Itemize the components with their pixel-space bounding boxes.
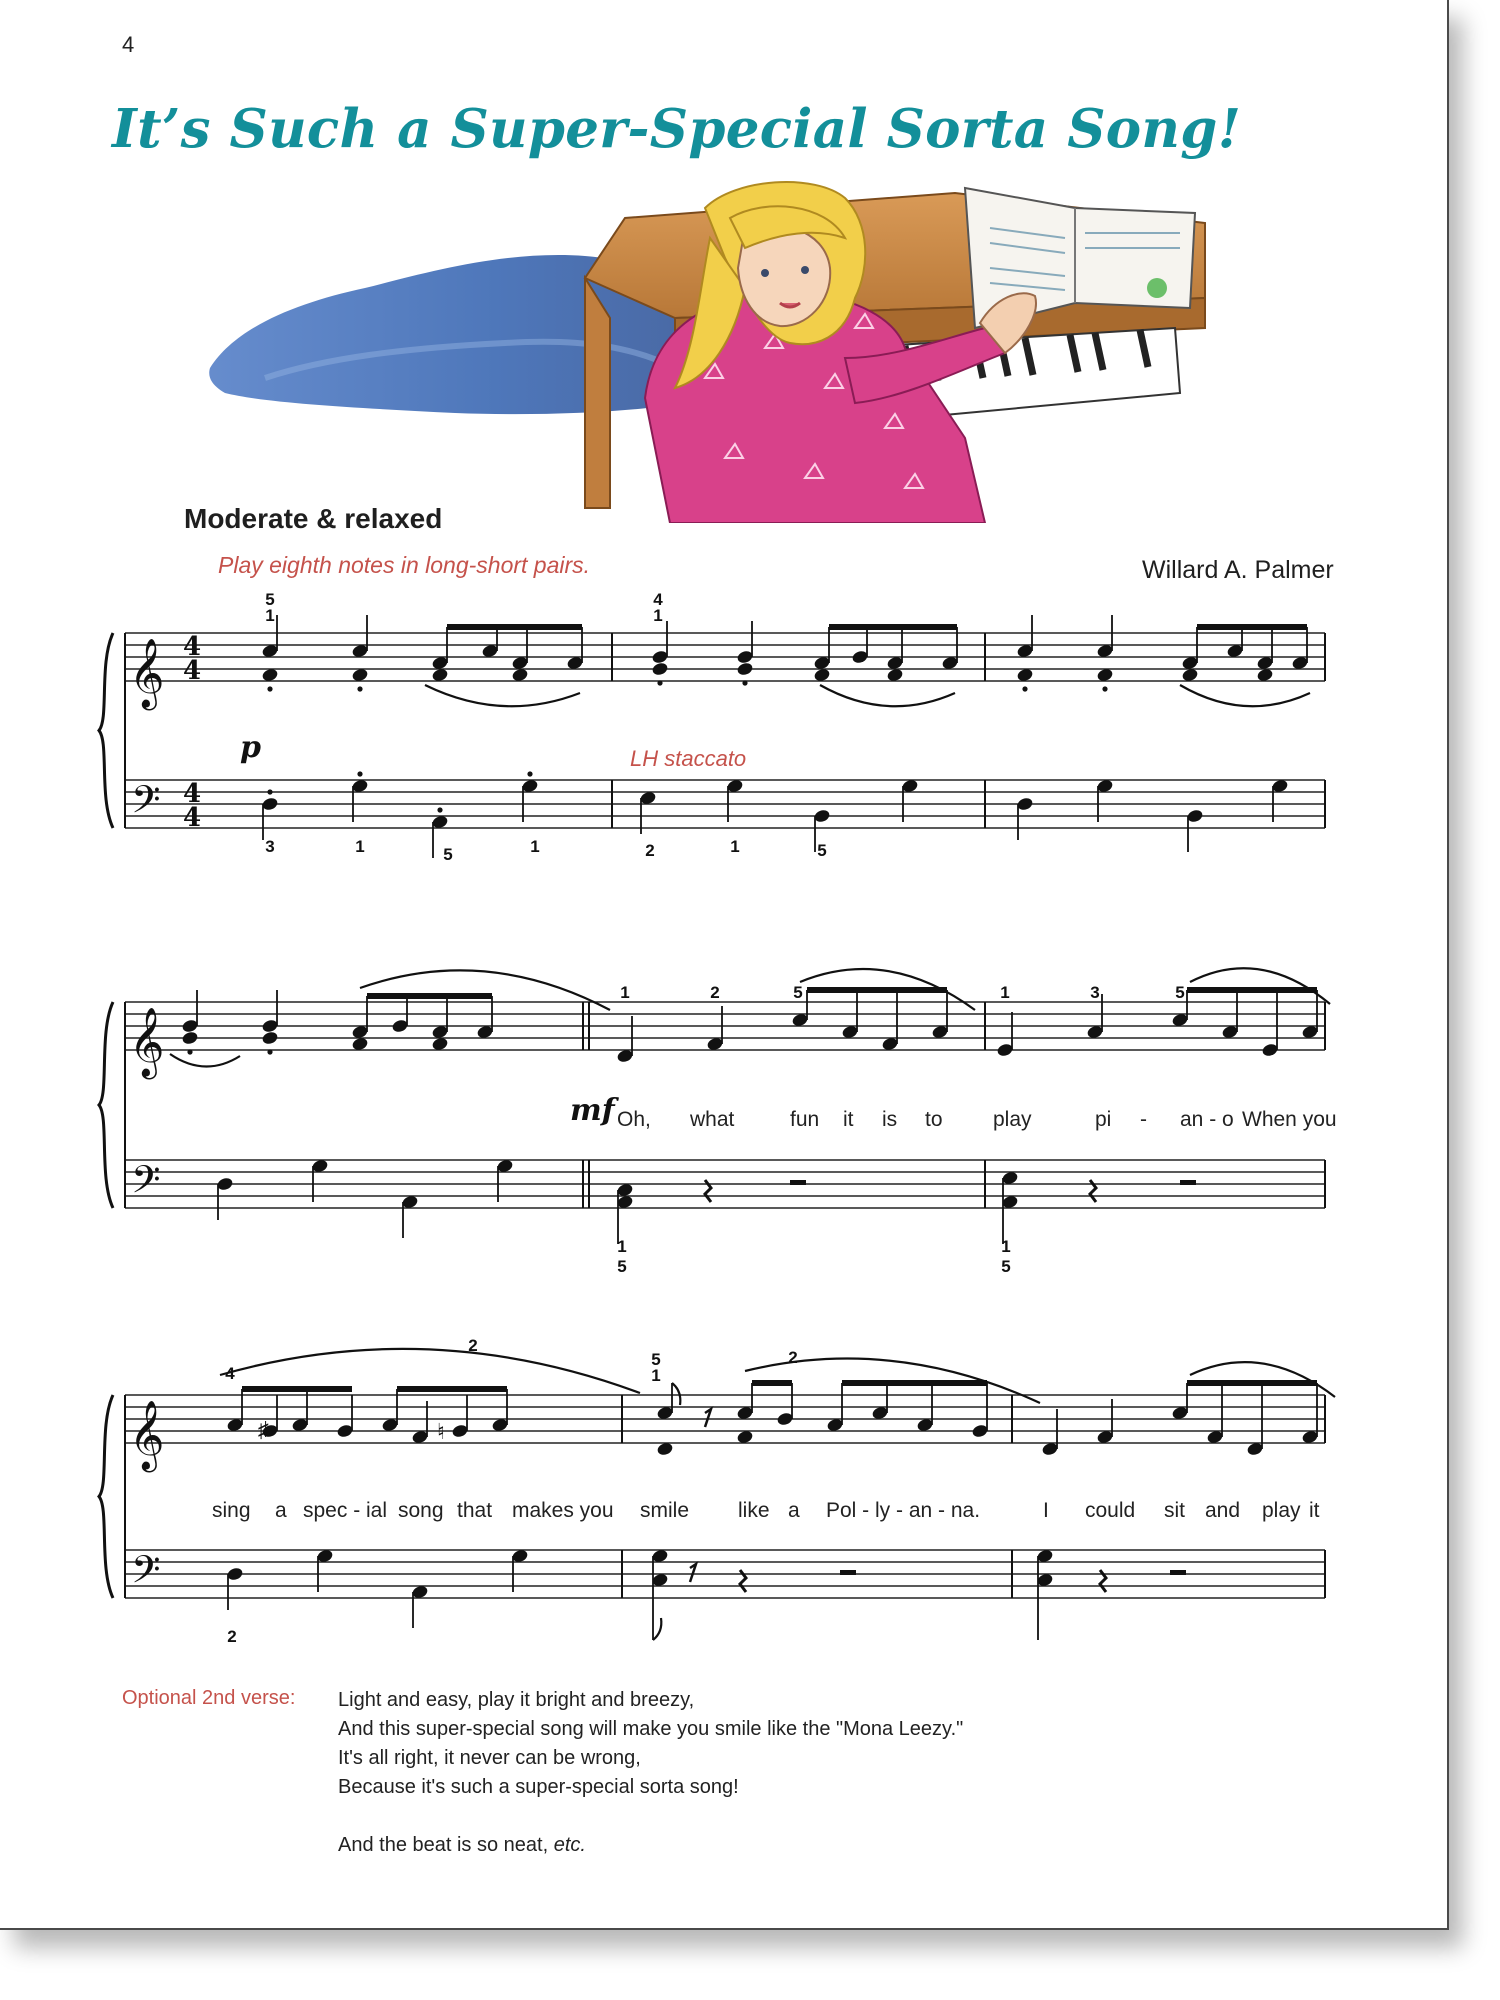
fingering-number: 1	[653, 606, 663, 625]
half-rest	[1170, 1570, 1186, 1575]
half-rest	[1180, 1180, 1196, 1185]
slur	[1180, 685, 1310, 706]
lyric-syllable: a	[275, 1499, 287, 1522]
eighth-rest	[690, 1564, 696, 1582]
flag	[672, 1383, 680, 1405]
lh-direction: LH staccato	[630, 746, 747, 771]
lyric-syllable: Pol - ly - an - na.	[826, 1499, 981, 1522]
staccato-dot	[187, 1049, 192, 1054]
lyric-syllable: makes you	[512, 1499, 614, 1522]
fingering-number: 5	[443, 845, 453, 864]
lyric-syllable: it	[1309, 1499, 1320, 1522]
dynamic-marking: mf	[570, 1093, 615, 1128]
lyric-syllable: sing	[212, 1499, 251, 1522]
fingering-number: 5	[793, 983, 803, 1002]
lyric-syllable: -	[1140, 1108, 1147, 1131]
fingering-number: 5	[1175, 983, 1185, 1002]
dynamic-marking: p	[240, 730, 261, 765]
fingering-number: 1	[265, 606, 275, 625]
eighth-rest	[705, 1409, 711, 1427]
time-signature: 4	[183, 803, 202, 833]
lyric-syllable: that	[457, 1499, 493, 1522]
fingering-number: 1	[1000, 983, 1010, 1002]
lyric-syllable: could	[1085, 1499, 1136, 1522]
fingering-number: 4	[225, 1364, 235, 1383]
staccato-dot	[357, 686, 362, 691]
staccato-dot	[357, 771, 362, 776]
fingering-number: 1	[620, 983, 630, 1002]
slur	[1190, 968, 1330, 1004]
fingering-number: 4	[653, 590, 663, 609]
fingering-number: 2	[788, 1348, 798, 1367]
fingering-number: 5	[617, 1257, 627, 1276]
fingering-number: 1	[730, 837, 740, 856]
fingering-number: 1	[355, 837, 365, 856]
half-rest	[790, 1180, 806, 1185]
verse-line: And this super-special song will make you smile like the "Mona Leezy."	[338, 1718, 964, 1740]
staccato-dot	[1102, 686, 1107, 691]
lyric-syllable: fun	[790, 1108, 820, 1131]
staccato-dot	[267, 686, 272, 691]
slur	[820, 685, 955, 706]
lyric-syllable: to	[925, 1108, 943, 1131]
time-signature: 4	[183, 779, 202, 809]
staccato-dot	[657, 680, 662, 685]
time-signature: 4	[183, 656, 202, 686]
notehead	[261, 1030, 279, 1045]
fingering-number: 2	[227, 1627, 237, 1646]
treble-clef-icon: 𝄞	[129, 1401, 165, 1468]
fingering-number: 3	[1090, 983, 1100, 1002]
natural-icon: ♮	[437, 1419, 445, 1444]
verse-label: Optional 2nd verse:	[122, 1687, 296, 1709]
brace	[99, 633, 113, 828]
bass-clef-icon: 𝄢	[131, 1158, 161, 1210]
lyric-syllable: play	[1262, 1499, 1301, 1522]
half-rest	[840, 1570, 856, 1575]
staccato-dot	[527, 771, 532, 776]
fingering-number: 3	[265, 837, 275, 856]
slur	[170, 1054, 240, 1067]
lyric-syllable: smile	[640, 1499, 690, 1522]
lyric-syllable: what	[690, 1108, 735, 1131]
lyric-syllable: When you	[1242, 1108, 1337, 1131]
staccato-dot	[267, 1049, 272, 1054]
staccato-dot	[742, 680, 747, 685]
fingering-number: 2	[710, 983, 720, 1002]
staccato-dot	[267, 789, 272, 794]
second-verse	[338, 1686, 963, 1860]
song-title: It’s Such a Super-Special Sorta Song!	[112, 98, 1242, 160]
fingering-number: 5	[265, 590, 275, 609]
composer-credit: Willard A. Palmer	[1142, 556, 1334, 584]
notehead	[651, 661, 669, 676]
sharp-icon: ♯	[258, 1417, 269, 1442]
staccato-dot	[1022, 686, 1027, 691]
fingering-number: 2	[468, 1336, 478, 1355]
bass-clef-icon: 𝄢	[131, 778, 161, 830]
fingering-number: 1	[530, 837, 540, 856]
lyric-syllable: is	[882, 1108, 898, 1131]
brace	[99, 1395, 113, 1598]
fingering-number: 1	[617, 1237, 627, 1256]
fingering-number: 5	[1001, 1257, 1011, 1276]
time-signature: 4	[183, 632, 202, 662]
verse-line: Because it's such a super-special sorta song!	[338, 1776, 739, 1798]
lyric-syllable: sit	[1164, 1499, 1185, 1522]
staccato-dot	[437, 807, 442, 812]
lyric-syllable: pi	[1095, 1108, 1112, 1131]
tempo-marking: Moderate & relaxed	[184, 503, 443, 534]
brace	[99, 1002, 113, 1208]
lyric-syllable: it	[843, 1108, 854, 1131]
fingering-number: 2	[645, 841, 655, 860]
notehead	[181, 1030, 199, 1045]
verse-line: Light and easy, play it bright and breezy,	[338, 1689, 695, 1711]
lyric-syllable: song	[398, 1499, 444, 1522]
lyric-syllable: like	[738, 1499, 770, 1522]
verse-line: It's all right, it never can be wrong,	[338, 1747, 641, 1769]
lyric-syllable: an - o	[1180, 1108, 1234, 1131]
notehead	[736, 661, 754, 676]
bass-clef-icon: 𝄢	[131, 1548, 161, 1600]
lyric-syllable: play	[993, 1108, 1032, 1131]
fingering-number: 5	[651, 1350, 661, 1369]
fingering-number: 5	[817, 841, 827, 860]
slur	[425, 685, 580, 706]
lyric-syllable: I	[1043, 1499, 1049, 1522]
verse-last-line: And the beat is so neat, etc.	[338, 1834, 586, 1856]
lyric-syllable: spec - ial	[303, 1499, 388, 1522]
performance-instruction: Play eighth notes in long-short pairs.	[218, 552, 591, 578]
lyric-syllable: Oh,	[617, 1108, 651, 1131]
lyric-syllable: a	[788, 1499, 800, 1522]
flag	[653, 1618, 661, 1640]
treble-clef-icon: 𝄞	[129, 639, 165, 706]
lyric-syllable: and	[1205, 1499, 1241, 1522]
slur	[360, 970, 610, 1010]
fingering-number: 1	[651, 1366, 661, 1385]
fingering-number: 1	[1001, 1237, 1011, 1256]
page-number: 4	[122, 32, 135, 57]
treble-clef-icon: 𝄞	[129, 1008, 165, 1075]
